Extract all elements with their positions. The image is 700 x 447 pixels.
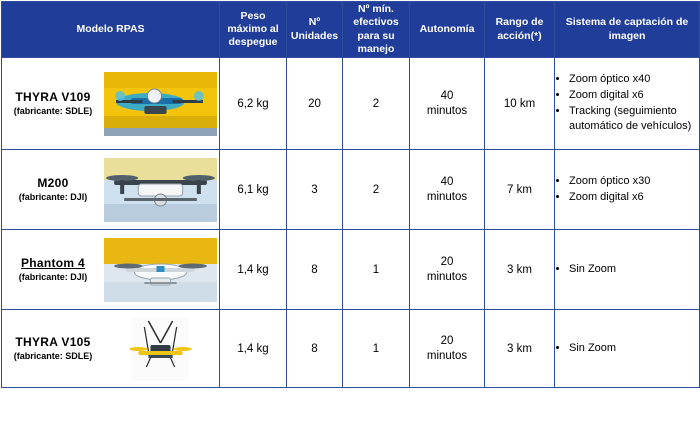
model-name: THYRA V109 xyxy=(15,90,91,105)
column-header-crew: Nº mín. efectivos para su manejo xyxy=(343,2,410,58)
model-manufacturer: (fabricante: DJI) xyxy=(18,191,88,202)
units-value: 3 xyxy=(287,150,343,230)
weight-value: 6,2 kg xyxy=(220,58,287,150)
drone-photo-thyra-v105 xyxy=(104,317,217,381)
camera-features xyxy=(555,230,700,310)
header-row xyxy=(2,2,700,58)
units-value: 8 xyxy=(287,310,343,388)
units-value: 20 xyxy=(287,58,343,150)
range-value: 10 km xyxy=(485,58,555,150)
model-label xyxy=(4,335,102,361)
autonomy-value xyxy=(410,150,485,230)
model-cell xyxy=(2,230,220,310)
camera-features xyxy=(555,150,700,230)
model-cell xyxy=(2,58,220,150)
autonomy-number: 20 xyxy=(440,335,454,348)
table-row xyxy=(2,310,700,388)
crew-value: 1 xyxy=(343,230,410,310)
list-item: • Sin Zoom xyxy=(569,341,699,356)
list-item: • Zoom digital x6 xyxy=(569,88,699,103)
list-item: • Zoom digital x6 xyxy=(569,190,699,205)
model-manufacturer: (fabricante: SDLE) xyxy=(13,350,93,361)
rpas-comparison-table xyxy=(1,1,700,388)
model-cell xyxy=(2,310,220,388)
camera-features xyxy=(555,310,700,388)
list-item: • Zoom óptico x30 xyxy=(569,174,699,189)
model-manufacturer: (fabricante: SDLE) xyxy=(13,105,93,116)
autonomy-value xyxy=(410,230,485,310)
column-header-camera: Sistema de captación de imagen xyxy=(555,2,700,58)
drone-photo-m200 xyxy=(104,158,217,222)
table-body xyxy=(2,58,700,388)
column-header-model: Modelo RPAS xyxy=(2,2,220,58)
range-value: 3 km xyxy=(485,230,555,310)
column-header-units: Nº Unidades xyxy=(287,2,343,58)
crew-value: 2 xyxy=(343,150,410,230)
autonomy-number: 40 xyxy=(440,90,454,103)
autonomy-unit: minutos xyxy=(426,270,468,283)
model-label xyxy=(4,176,102,202)
drone-photo-thyra-v109 xyxy=(104,72,217,136)
weight-value: 1,4 kg xyxy=(220,230,287,310)
autonomy-unit: minutos xyxy=(426,190,468,203)
column-header-autonomy: Autonomía xyxy=(410,2,485,58)
range-value: 3 km xyxy=(485,310,555,388)
table-row xyxy=(2,58,700,150)
column-header-range: Rango de acción(*) xyxy=(485,2,555,58)
autonomy-value xyxy=(410,310,485,388)
list-item: • Tracking (seguimiento automático de vehículos) xyxy=(569,104,699,134)
autonomy-number: 40 xyxy=(440,176,454,189)
column-header-weight: Peso máximo al despegue xyxy=(220,2,287,58)
table-header xyxy=(2,2,700,58)
model-cell xyxy=(2,150,220,230)
weight-value: 6,1 kg xyxy=(220,150,287,230)
weight-value: 1,4 kg xyxy=(220,310,287,388)
autonomy-number: 20 xyxy=(440,256,454,269)
range-value: 7 km xyxy=(485,150,555,230)
list-item: • Sin Zoom xyxy=(569,262,699,277)
model-manufacturer: (fabricante: DJI) xyxy=(18,271,88,282)
table-row xyxy=(2,230,700,310)
model-label xyxy=(4,90,102,116)
model-name: M200 xyxy=(37,176,69,191)
units-value: 8 xyxy=(287,230,343,310)
table-row xyxy=(2,150,700,230)
list-item: • Zoom óptico x40 xyxy=(569,72,699,87)
autonomy-unit: minutos xyxy=(426,349,468,362)
autonomy-unit: minutos xyxy=(426,104,468,117)
model-label xyxy=(4,256,102,282)
camera-features xyxy=(555,58,700,150)
model-name: THYRA V105 xyxy=(15,335,91,350)
crew-value: 2 xyxy=(343,58,410,150)
crew-value: 1 xyxy=(343,310,410,388)
model-name: Phantom 4 xyxy=(20,256,86,271)
autonomy-value xyxy=(410,58,485,150)
drone-photo-phantom-4 xyxy=(104,238,217,302)
